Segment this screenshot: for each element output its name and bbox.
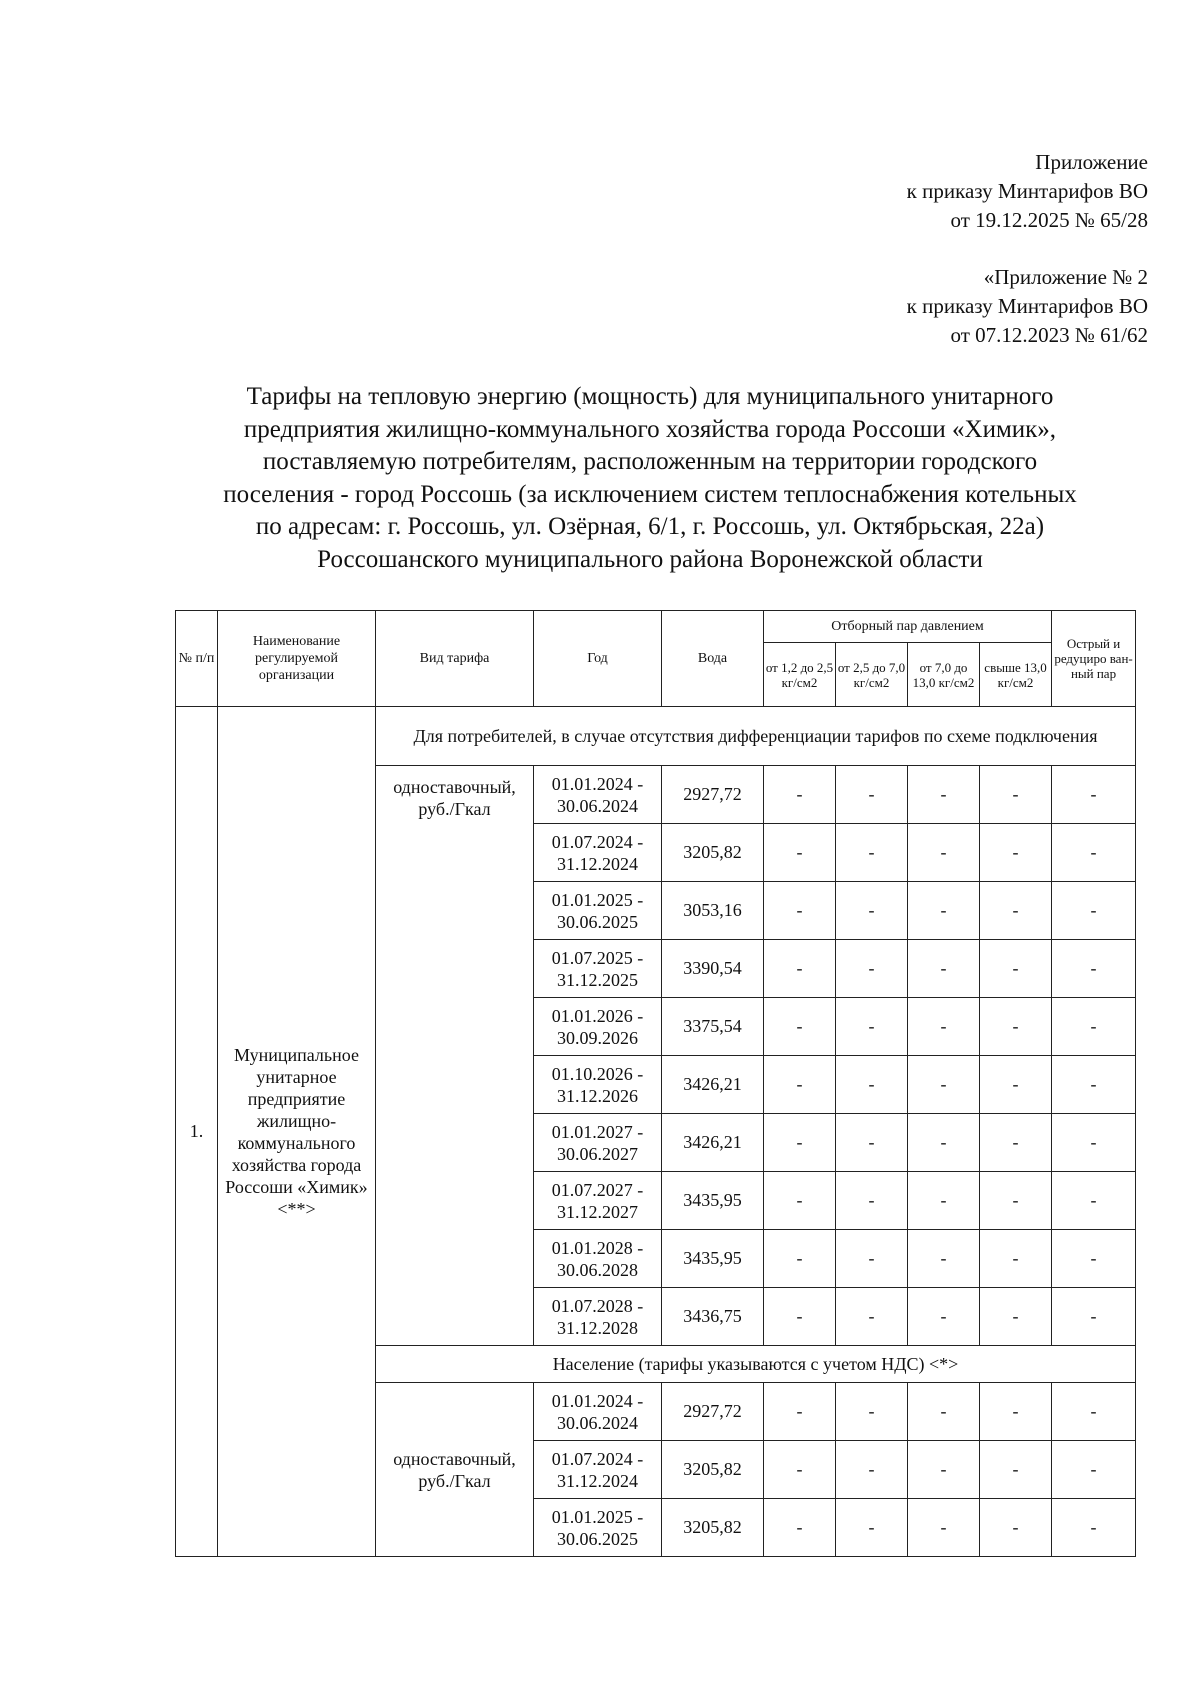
period-cell: 01.07.2027 - 31.12.2027: [534, 1172, 662, 1230]
steam-value: -: [980, 1172, 1052, 1230]
sharp-steam-value: -: [1052, 1056, 1136, 1114]
appendix-line: от 19.12.2025 № 65/28: [950, 208, 1148, 232]
steam-value: -: [980, 998, 1052, 1056]
steam-value: -: [980, 882, 1052, 940]
steam-value: -: [764, 1056, 836, 1114]
water-value: 3205,82: [662, 1499, 764, 1557]
header-water: Вода: [662, 611, 764, 707]
period-cell: 01.01.2027 - 30.06.2027: [534, 1114, 662, 1172]
period-cell: 01.01.2025 - 30.06.2025: [534, 1499, 662, 1557]
appendix-line: от 07.12.2023 № 61/62: [950, 323, 1148, 347]
header-year: Год: [534, 611, 662, 707]
water-value: 3426,21: [662, 1114, 764, 1172]
steam-value: -: [908, 1288, 980, 1346]
header-steam-3: от 7,0 до 13,0 кг/см2: [908, 643, 980, 707]
steam-value: -: [836, 1383, 908, 1441]
title-line: поставляемую потребителям, расположенным на территории городского: [262, 448, 1038, 475]
period-cell: 01.01.2024 - 30.06.2024: [534, 766, 662, 824]
steam-value: -: [908, 1441, 980, 1499]
steam-value: -: [836, 1172, 908, 1230]
header-tariff-type: Вид тарифа: [376, 611, 534, 707]
sharp-steam-value: -: [1052, 1114, 1136, 1172]
appendix-line: к приказу Минтарифов ВО: [906, 179, 1148, 203]
steam-value: -: [908, 1230, 980, 1288]
steam-value: -: [764, 1383, 836, 1441]
period-cell: 01.07.2024 - 31.12.2024: [534, 824, 662, 882]
title-line: Россошанского муниципального района Воронежской области: [317, 545, 983, 573]
steam-value: -: [836, 1114, 908, 1172]
tariff-type: одноставочный, руб./Гкал: [376, 1383, 534, 1557]
steam-value: -: [836, 882, 908, 940]
sharp-steam-value: -: [1052, 1441, 1136, 1499]
steam-value: -: [836, 766, 908, 824]
group-label: Население (тарифы указываются с учетом НДС) <*>: [376, 1346, 1136, 1383]
steam-value: -: [908, 766, 980, 824]
steam-value: -: [764, 1172, 836, 1230]
sharp-steam-value: -: [1052, 882, 1136, 940]
steam-value: -: [980, 1230, 1052, 1288]
header-sharp-steam: Острый и редуциро ван- ный пар: [1052, 611, 1136, 707]
water-value: 3375,54: [662, 998, 764, 1056]
sharp-steam-value: -: [1052, 824, 1136, 882]
steam-value: -: [836, 824, 908, 882]
title-line: Тарифы на тепловую энергию (мощность) для муниципального унитарного: [246, 383, 1054, 410]
period-cell: 01.01.2024 - 30.06.2024: [534, 1383, 662, 1441]
steam-value: -: [980, 1441, 1052, 1499]
title-line: по адресам: г. Россошь, ул. Озёрная, 6/1, г. Россошь, ул. Октябрьская, 22а): [255, 513, 1045, 540]
row-number: 1.: [176, 707, 218, 1557]
water-value: 3436,75: [662, 1288, 764, 1346]
steam-value: -: [908, 824, 980, 882]
group-header-row: [176, 707, 1136, 766]
appendix-line: Приложение: [1035, 150, 1148, 174]
steam-value: -: [980, 824, 1052, 882]
period-cell: 01.07.2028 - 31.12.2028: [534, 1288, 662, 1346]
period-cell: 01.01.2025 - 30.06.2025: [534, 882, 662, 940]
sharp-steam-value: -: [1052, 1383, 1136, 1441]
water-value: 3435,95: [662, 1230, 764, 1288]
steam-value: -: [836, 1288, 908, 1346]
steam-value: -: [764, 1441, 836, 1499]
steam-value: -: [836, 1499, 908, 1557]
steam-value: -: [764, 998, 836, 1056]
steam-value: -: [908, 940, 980, 998]
sharp-steam-value: -: [1052, 766, 1136, 824]
steam-value: -: [764, 824, 836, 882]
sharp-steam-value: -: [1052, 940, 1136, 998]
header-steam-group: Отборный пар давлением: [764, 611, 1052, 643]
steam-value: -: [980, 1056, 1052, 1114]
header-steam-2: от 2,5 до 7,0 кг/см2: [836, 643, 908, 707]
steam-value: -: [836, 1056, 908, 1114]
title-line: предприятия жилищно-коммунального хозяйства города Россоши «Химик»,: [243, 415, 1057, 443]
steam-value: -: [980, 1383, 1052, 1441]
water-value: 3390,54: [662, 940, 764, 998]
sharp-steam-value: -: [1052, 1230, 1136, 1288]
steam-value: -: [908, 998, 980, 1056]
steam-value: -: [836, 998, 908, 1056]
steam-value: -: [764, 1499, 836, 1557]
sharp-steam-value: -: [1052, 1499, 1136, 1557]
water-value: 3426,21: [662, 1056, 764, 1114]
period-cell: 01.07.2025 - 31.12.2025: [534, 940, 662, 998]
period-cell: 01.01.2026 - 30.09.2026: [534, 998, 662, 1056]
appendix-line: «Приложение № 2: [983, 265, 1148, 289]
appendix-line: к приказу Минтарифов ВО: [906, 294, 1148, 318]
water-value: 2927,72: [662, 1383, 764, 1441]
water-value: 3435,95: [662, 1172, 764, 1230]
steam-value: -: [908, 1114, 980, 1172]
title-line: поселения - город Россошь (за исключением систем теплоснабжения котельных: [223, 480, 1077, 508]
water-value: 3053,16: [662, 882, 764, 940]
tariff-table: [175, 610, 1136, 1557]
steam-value: -: [980, 1288, 1052, 1346]
steam-value: -: [836, 1230, 908, 1288]
original-appendix-header: [628, 263, 1148, 350]
steam-value: -: [836, 1441, 908, 1499]
water-value: 3205,82: [662, 1441, 764, 1499]
period-cell: 01.10.2026 - 31.12.2026: [534, 1056, 662, 1114]
water-value: 2927,72: [662, 766, 764, 824]
steam-value: -: [980, 1499, 1052, 1557]
steam-value: -: [980, 940, 1052, 998]
steam-value: -: [980, 766, 1052, 824]
steam-value: -: [908, 1056, 980, 1114]
organization-name: Муниципальное унитарное предприятие жилищно-коммунального хозяйства города Россоши «Химик» <**>: [218, 707, 376, 1557]
period-cell: 01.01.2028 - 30.06.2028: [534, 1230, 662, 1288]
sharp-steam-value: -: [1052, 1172, 1136, 1230]
steam-value: -: [764, 1114, 836, 1172]
appendix-header: [628, 148, 1148, 235]
steam-value: -: [764, 1230, 836, 1288]
header-num: № п/п: [176, 611, 218, 707]
steam-value: -: [764, 766, 836, 824]
steam-value: -: [908, 882, 980, 940]
steam-value: -: [980, 1114, 1052, 1172]
steam-value: -: [836, 940, 908, 998]
sharp-steam-value: -: [1052, 998, 1136, 1056]
sharp-steam-value: -: [1052, 1288, 1136, 1346]
tariff-type: одноставочный, руб./Гкал: [376, 766, 534, 1346]
document-title: [150, 381, 1150, 576]
header-steam-1: от 1,2 до 2,5 кг/см2: [764, 643, 836, 707]
period-cell: 01.07.2024 - 31.12.2024: [534, 1441, 662, 1499]
header-org: Наименование регулируемой организации: [218, 611, 376, 707]
water-value: 3205,82: [662, 824, 764, 882]
steam-value: -: [764, 1288, 836, 1346]
steam-value: -: [908, 1499, 980, 1557]
header-steam-4: свыше 13,0 кг/см2: [980, 643, 1052, 707]
steam-value: -: [764, 882, 836, 940]
steam-value: -: [908, 1383, 980, 1441]
steam-value: -: [908, 1172, 980, 1230]
group-label: Для потребителей, в случае отсутствия дифференциации тарифов по схеме подключения: [376, 707, 1136, 766]
steam-value: -: [764, 940, 836, 998]
